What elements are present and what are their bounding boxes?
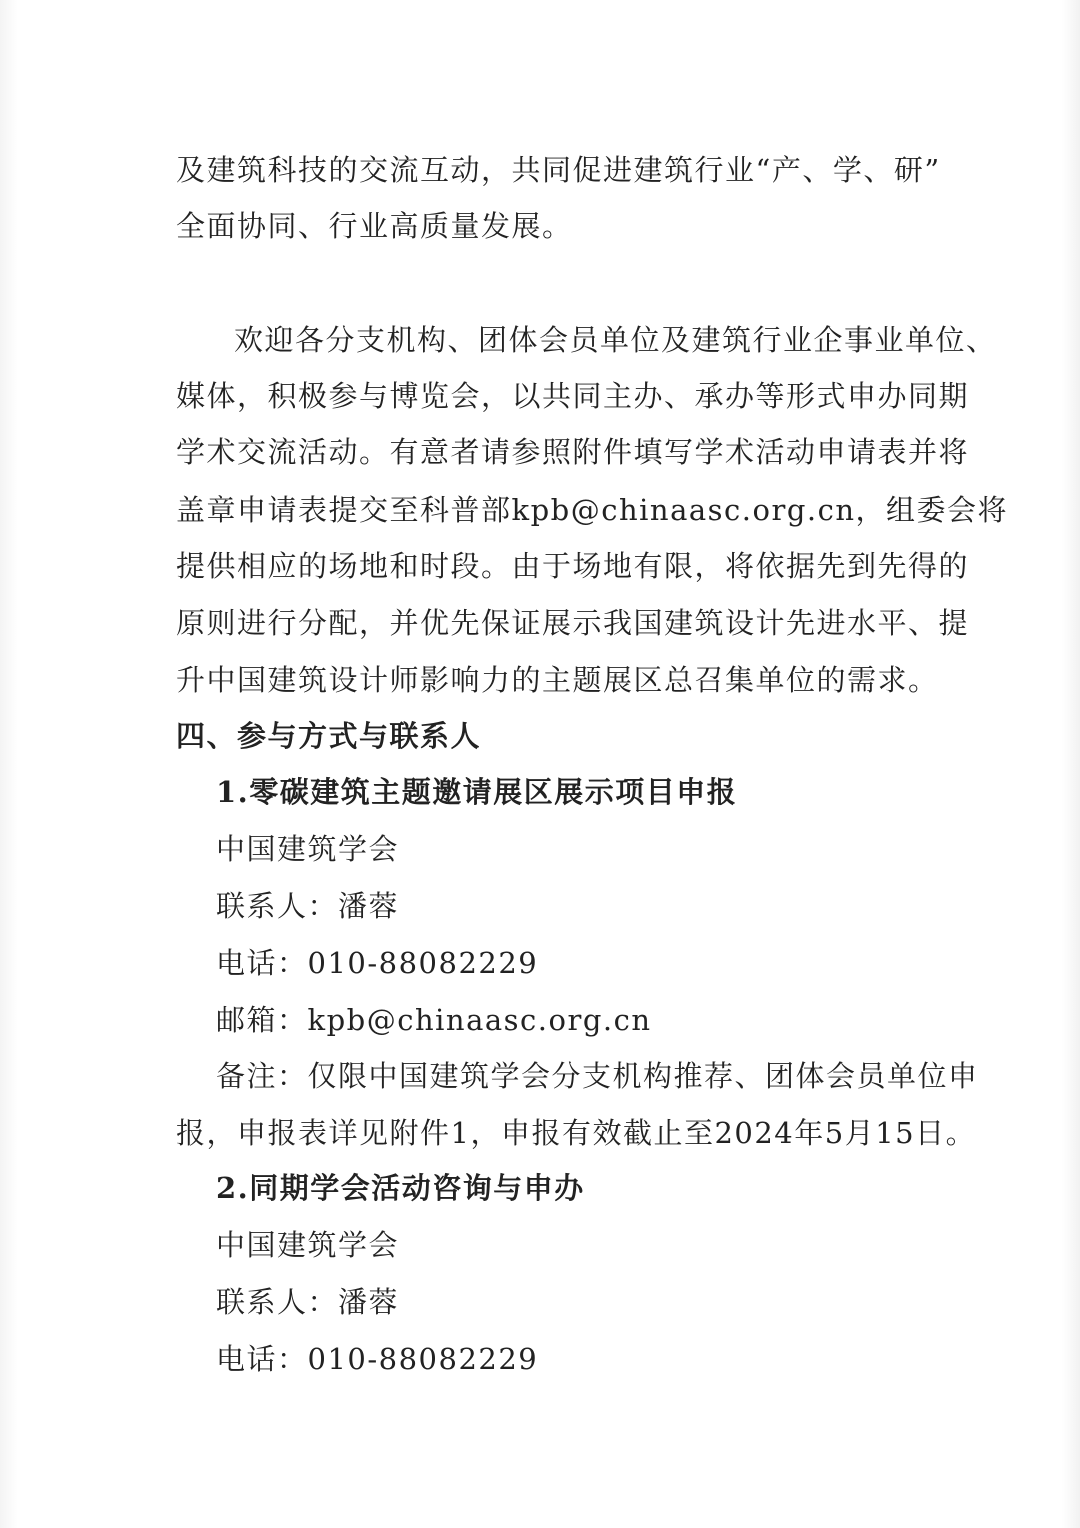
welcome-line-1: 欢迎各分支机构、团体会员单位及建筑行业企事业单位、 bbox=[234, 323, 997, 357]
welcome-line-2: 媒体，积极参与博览会，以共同主办、承办等形式申办同期 bbox=[176, 379, 970, 413]
item1-note-line-1: 备注：仅限中国建筑学会分支机构推荐、团体会员单位申 bbox=[216, 1059, 979, 1093]
welcome-line-5: 提供相应的场地和时段。由于场地有限，将依据先到先得的 bbox=[176, 549, 970, 583]
welcome-line-6: 原则进行分配，并优先保证展示我国建筑设计先进水平、提 bbox=[176, 606, 970, 640]
item1-contact: 联系人：潘蓉 bbox=[216, 889, 400, 923]
item1-org: 中国建筑学会 bbox=[216, 832, 400, 866]
item2-title: 2.同期学会活动咨询与申办 bbox=[216, 1171, 585, 1205]
item2-contact: 联系人：潘蓉 bbox=[216, 1285, 400, 1319]
intro-line-2: 全面协同、行业高质量发展。 bbox=[176, 209, 573, 243]
item2-phone: 电话：010-88082229 bbox=[216, 1342, 539, 1376]
section-heading: 四、参与方式与联系人 bbox=[176, 719, 482, 753]
item1-phone: 电话：010-88082229 bbox=[216, 946, 539, 980]
welcome-line-4: 盖章申请表提交至科普部kpb@chinaasc.org.cn，组委会将 bbox=[176, 493, 1009, 527]
welcome-line-3: 学术交流活动。有意者请参照附件填写学术活动申请表并将 bbox=[176, 435, 970, 469]
item1-title: 1.零碳建筑主题邀请展区展示项目申报 bbox=[216, 775, 738, 809]
welcome-line-7: 升中国建筑设计师影响力的主题展区总召集单位的需求。 bbox=[176, 663, 939, 697]
item1-note-line-2: 报，申报表详见附件1，申报有效截止至2024年5月15日。 bbox=[176, 1116, 977, 1150]
intro-line-1: 及建筑科技的交流互动，共同促进建筑行业“产、学、研” bbox=[176, 153, 941, 187]
item2-org: 中国建筑学会 bbox=[216, 1228, 400, 1262]
item1-email: 邮箱：kpb@chinaasc.org.cn bbox=[216, 1003, 652, 1037]
